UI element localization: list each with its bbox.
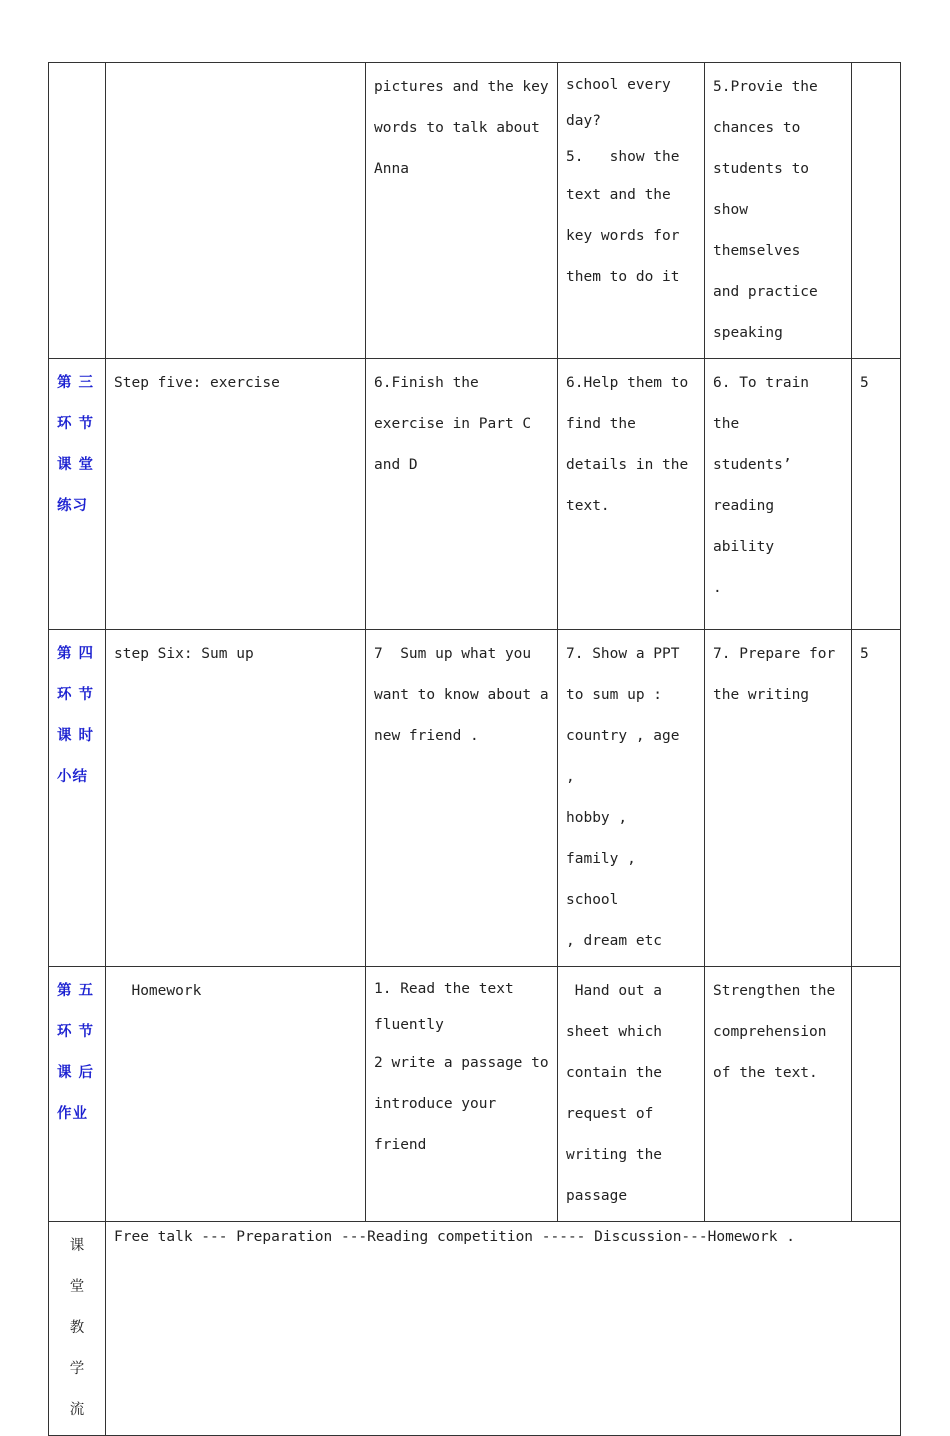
- teacher-activity-cell: 6.Help them to find the details in the text.: [558, 359, 705, 630]
- student-activity-cell: 6.Finish the exercise in Part C and D: [366, 359, 558, 630]
- lesson-plan-table: [48, 62, 901, 1436]
- flow-text-cell: Free talk --- Preparation ---Reading competition ----- Discussion---Homework .: [106, 1222, 901, 1436]
- time-cell: [852, 63, 901, 359]
- stage-cell: 第 三 环 节 课 堂 练习: [49, 359, 106, 630]
- time-cell: 5: [852, 630, 901, 967]
- step-cell: Step five: exercise: [106, 359, 366, 630]
- table-row: [49, 630, 901, 967]
- purpose-cell: 7. Prepare for the writing: [705, 630, 852, 967]
- time-cell: 5: [852, 359, 901, 630]
- student-activity-cell: 7 Sum up what you want to know about a new friend .: [366, 630, 558, 967]
- purpose-cell: 6. To train the students’ reading ability .: [705, 359, 852, 630]
- table-row: [49, 967, 901, 1222]
- table-row: [49, 1222, 901, 1436]
- step-cell: [106, 63, 366, 359]
- stage-cell: 第 四 环 节 课 时 小结: [49, 630, 106, 967]
- teacher-activity-cell: school every day? 5. show the text and the key words for them to do it: [558, 63, 705, 359]
- purpose-cell: Strengthen the comprehension of the text.: [705, 967, 852, 1222]
- teacher-activity-cell: 7. Show a PPT to sum up : country , age , hobby , family , school , dream etc: [558, 630, 705, 967]
- flow-label-cell: 课 堂 教 学 流: [49, 1222, 106, 1436]
- purpose-cell: 5.Provie the chances to students to show themselves and practice speaking: [705, 63, 852, 359]
- table-row: [49, 63, 901, 359]
- stage-cell: [49, 63, 106, 359]
- teacher-activity-cell: Hand out a sheet which contain the request of writing the passage: [558, 967, 705, 1222]
- step-cell: step Six: Sum up: [106, 630, 366, 967]
- student-activity-cell: 1. Read the text fluently 2 write a passage to introduce your friend: [366, 967, 558, 1222]
- student-activity-cell: pictures and the key words to talk about Anna: [366, 63, 558, 359]
- table-row: [49, 359, 901, 630]
- stage-cell: 第 五 环 节 课 后 作业: [49, 967, 106, 1222]
- time-cell: [852, 967, 901, 1222]
- step-cell: Homework: [106, 967, 366, 1222]
